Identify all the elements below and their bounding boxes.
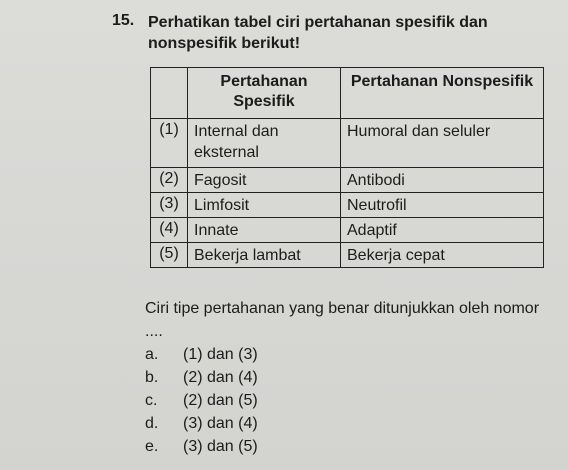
row-number: (5) bbox=[151, 243, 188, 268]
spesifik-cell: Limfosit bbox=[188, 193, 341, 218]
option-text: (3) dan (5) bbox=[183, 438, 258, 455]
option-text: (1) dan (3) bbox=[183, 346, 258, 363]
answer-options bbox=[145, 344, 258, 459]
header-number-column bbox=[151, 68, 188, 119]
table-row bbox=[151, 243, 544, 268]
option-letter: b. bbox=[145, 369, 159, 386]
nonspesifik-cell: Adaptif bbox=[341, 218, 544, 243]
option-text: (2) dan (5) bbox=[183, 392, 258, 409]
option-c[interactable] bbox=[145, 390, 258, 413]
table-row bbox=[151, 168, 544, 193]
question-number: 15. bbox=[112, 12, 135, 29]
table-row bbox=[151, 218, 544, 243]
option-text: (2) dan (4) bbox=[183, 369, 258, 386]
question-prompt: Ciri tipe pertahanan yang benar ditunjukkan oleh nomor .... bbox=[145, 300, 540, 340]
row-number: (1) bbox=[151, 119, 188, 168]
defense-table bbox=[150, 67, 544, 268]
table-row bbox=[151, 119, 544, 168]
option-text: (3) dan (4) bbox=[183, 415, 258, 432]
nonspesifik-cell: Humoral dan seluler bbox=[341, 119, 544, 168]
header-spesifik: Pertahanan Spesifik bbox=[188, 68, 341, 119]
option-letter: c. bbox=[145, 392, 158, 409]
nonspesifik-cell: Antibodi bbox=[341, 168, 544, 193]
option-letter: a. bbox=[145, 346, 159, 363]
spesifik-cell: Fagosit bbox=[188, 168, 341, 193]
nonspesifik-cell: Bekerja cepat bbox=[341, 243, 544, 268]
spesifik-cell: Innate bbox=[188, 218, 341, 243]
question-text: Perhatikan tabel ciri pertahanan spesifik dan nonspesifik berikut! bbox=[148, 14, 488, 52]
option-a[interactable] bbox=[145, 344, 258, 367]
option-d[interactable] bbox=[145, 413, 258, 436]
nonspesifik-cell: Neutrofil bbox=[341, 193, 544, 218]
table-row bbox=[151, 193, 544, 218]
option-letter: d. bbox=[145, 415, 159, 432]
option-letter: e. bbox=[145, 438, 159, 455]
row-number: (4) bbox=[151, 218, 188, 243]
option-b[interactable] bbox=[145, 367, 258, 390]
row-number: (2) bbox=[151, 168, 188, 193]
row-number: (3) bbox=[151, 193, 188, 218]
spesifik-cell: Internal dan eksternal bbox=[188, 119, 341, 168]
spesifik-cell: Bekerja lambat bbox=[188, 243, 341, 268]
option-e[interactable] bbox=[145, 436, 258, 459]
table-header-row bbox=[151, 68, 544, 119]
header-nonspesifik: Pertahanan Nonspesifik bbox=[341, 68, 544, 119]
